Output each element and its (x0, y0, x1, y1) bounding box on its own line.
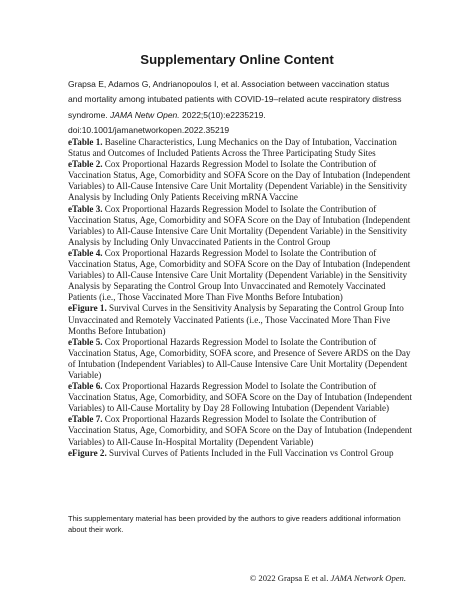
contents-item-etable-4[interactable] (68, 248, 416, 303)
contents-item-label: eTable 3. (68, 203, 103, 214)
citation (68, 77, 408, 138)
contents-item-label: eFigure 1. (68, 303, 107, 314)
contents-item-etable-1[interactable] (68, 137, 416, 159)
citation-line-2: and mortality among intubated patients with COVID-19–related acute respiratory distress (68, 94, 402, 105)
contents-item-text: Cox Proportional Hazards Regression Model to Isolate the Contribution of Vaccination Status, Age, Comorbidity, and SOFA Score on the Day of Intubation (Independent Variables) to All-Cause In-Hospital Mortality (Dependent Variable) (68, 414, 412, 447)
contents-item-label: eTable 2. (68, 159, 103, 170)
contents-item-text: Baseline Characteristics, Lung Mechanics on the Day of Intubation, Vaccination Status and Outcomes of Included Patients Across the Three Participating Study Sites (68, 137, 397, 159)
contents-item-text: Survival Curves in the Sensitivity Analysis by Separating the Control Group Into Unvaccinated and Remotely Vaccinated Patients (i.e., Those Vaccinated More Than Five Months Before Intubation) (68, 303, 404, 336)
contents-item-label: eTable 1. (68, 137, 103, 147)
contents-item-efigure-1[interactable] (68, 303, 416, 336)
contents-item-etable-6[interactable] (68, 381, 416, 414)
contents-item-etable-3[interactable] (68, 204, 416, 248)
copyright-footer (0, 573, 406, 584)
contents-item-label: eTable 7. (68, 414, 103, 425)
contents-item-label: eTable 4. (68, 247, 103, 258)
contents-list (68, 137, 416, 459)
contents-item-etable-2[interactable] (68, 159, 416, 203)
citation-line-1: Grapsa E, Adamos G, Andrianopoulos I, et al. Association between vaccination status (68, 79, 390, 89)
contents-item-label: eTable 5. (68, 336, 103, 347)
citation-line-3 (68, 108, 408, 123)
citation-line-3-prefix: syndrome. (68, 109, 111, 120)
contents-item-etable-7[interactable] (68, 414, 416, 447)
contents-item-efigure-2[interactable] (68, 448, 416, 459)
contents-item-text: Cox Proportional Hazards Regression Model to Isolate the Contribution of Vaccination Status, Age, Comorbidity, and SOFA Score on the Day of Intubation (Independent Variables) to All-Cause Mortality by Day 28 Following Intubation (Dependent Variable) (68, 381, 412, 414)
supplementary-note: This supplementary material has been provided by the authors to give readers additional information about their work. (68, 514, 401, 534)
footer-journal: JAMA Network Open. (330, 573, 406, 583)
contents-item-etable-5[interactable] (68, 337, 416, 381)
footer-prefix: © 2022 Grapsa E et al. (249, 573, 331, 583)
contents-item-label: eFigure 2. (68, 447, 107, 458)
contents-item-label: eTable 6. (68, 381, 103, 392)
contents-item-text: Cox Proportional Hazards Regression Model to Isolate the Contribution of Vaccination Status, Age, Comorbidity, SOFA score, and Presence of Severe ARDS on the Day of Intubation (Independent Variables) to All-Cause Intensive Care Unit Mortality (Dependent Variable) (68, 336, 411, 380)
page-title: Supplementary Online Content (140, 52, 334, 67)
contents-item-text: Cox Proportional Hazards Regression Model to Isolate the Contribution of Vaccination Status, Age, Comorbidity and SOFA Score on the Day of Intubation (Independent Variables) to All-Cause Intensive Care Unit Mortality (Dependent Variable) in the Sensitivity Analysis by Including Only Unvaccinated Patients in the Control Group (68, 203, 411, 247)
citation-doi: doi:10.1001/jamanetworkopen.2022.35219 (68, 124, 230, 135)
contents-item-text: Survival Curves of Patients Included in the Full Vaccination vs Control Group (106, 447, 394, 458)
citation-journal: JAMA Netw Open. (110, 109, 180, 120)
contents-item-text: Cox Proportional Hazards Regression Model to Isolate the Contribution of Vaccination Status, Age, Comorbidity and SOFA Score on the Day of Intubation (Independent Variables) to All-Cause Intensive Care Unit Mortality (Dependent Variable) in the Sensitivity Analysis by Separating the Control Group Into Unvaccinated and Remotely Vaccinated Patients (i.e., Those Vaccinated More Than Five Months Before Intubation) (68, 247, 411, 303)
citation-line-3-suffix: 2022;5(10):e2235219. (179, 109, 266, 120)
contents-item-text: Cox Proportional Hazards Regression Model to Isolate the Contribution of Vaccination Status, Age, Comorbidity and SOFA Score on the Day of Intubation (Independent Variables) to All-Cause Intensive Care Unit Mortality (Dependent Variable) in the Sensitivity Analysis by Including Only Patients Receiving mRNA Vaccine (68, 159, 411, 203)
